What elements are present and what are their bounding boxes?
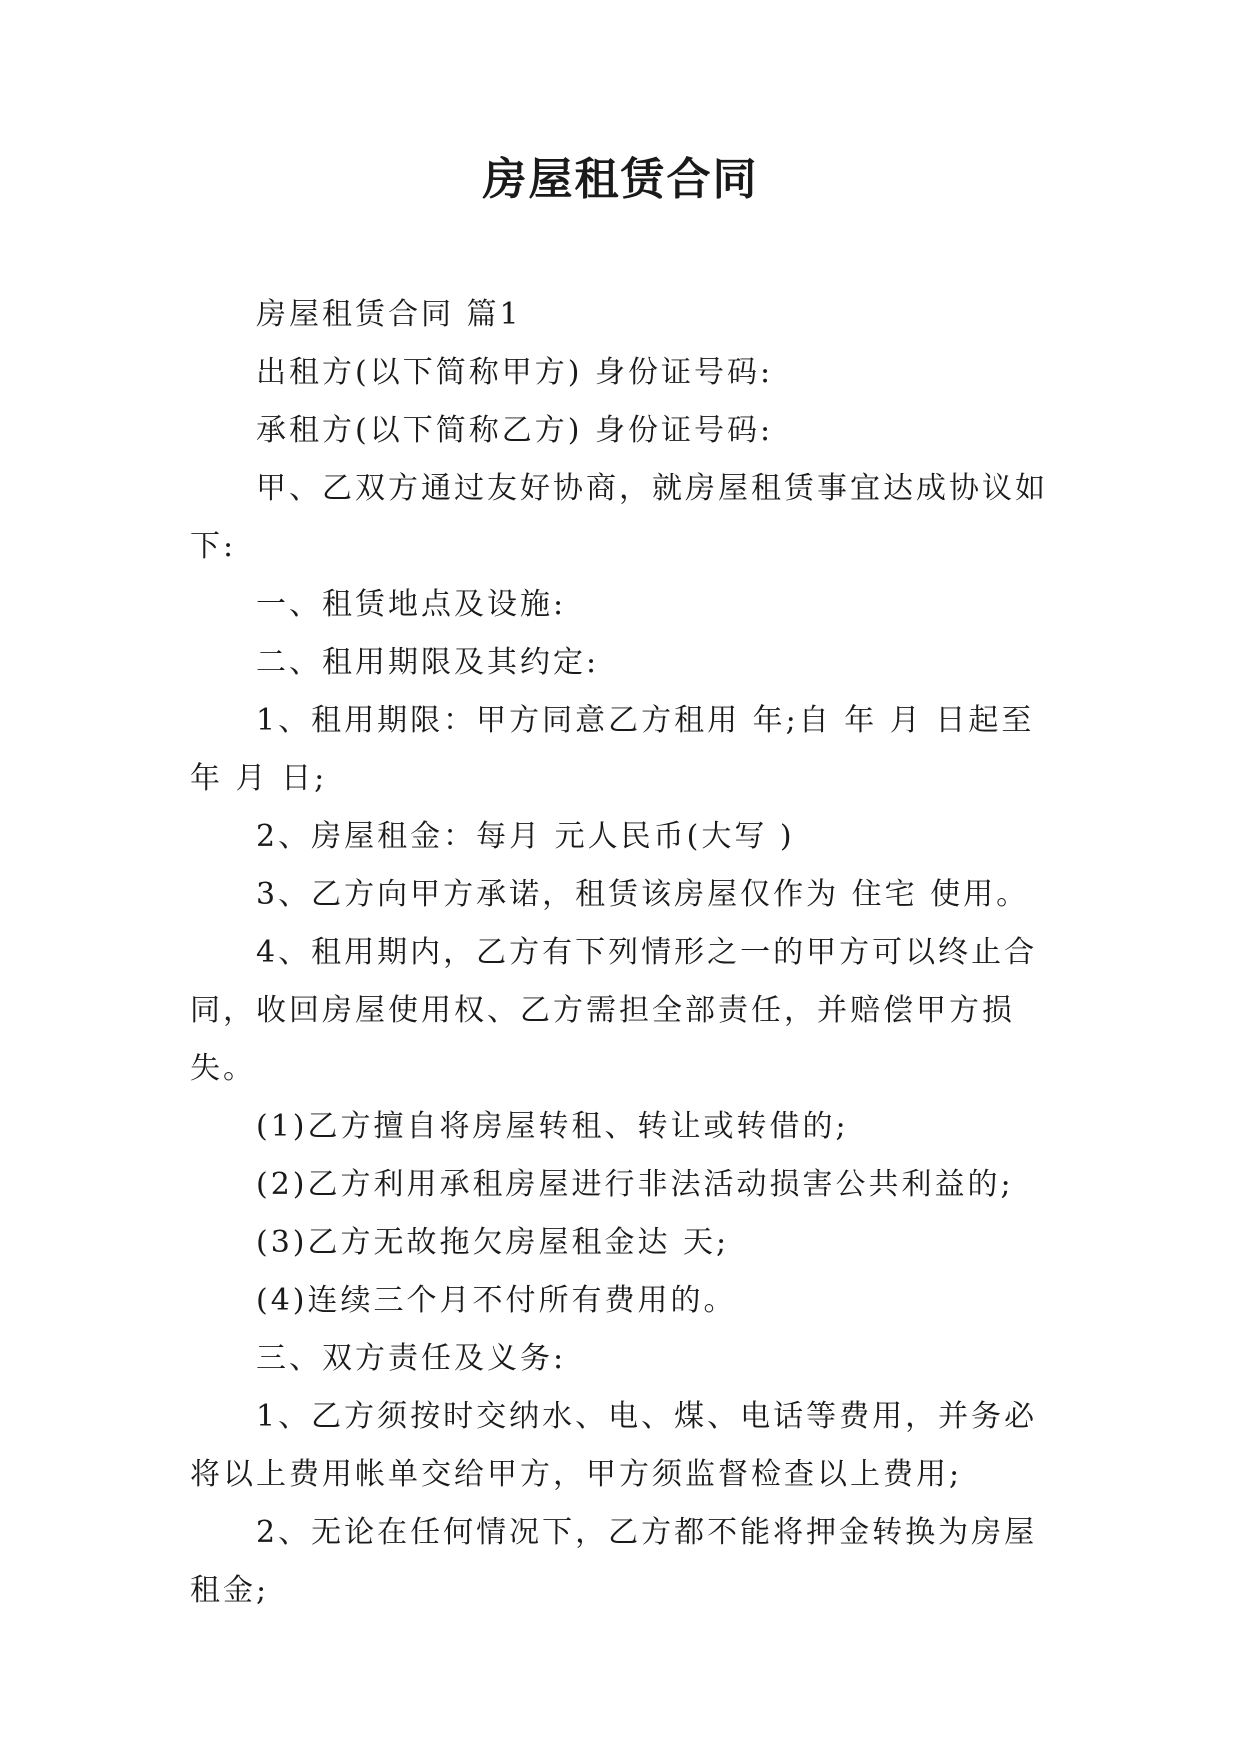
paragraph-lessor: 出租方(以下简称甲方) 身份证号码: <box>256 355 774 390</box>
paragraph-duty-1: 1、乙方须按时交纳水、电、煤、电话等费用，并务必将以上费用帐单交给甲方，甲方须监督检查以上费用; <box>190 1399 1038 1492</box>
document-body <box>190 286 1050 1620</box>
paragraph-lessee: 承租方(以下简称乙方) 身份证号码: <box>256 413 774 448</box>
paragraph-clause-3: (3)乙方无故拖欠房屋租金达 天; <box>256 1225 730 1260</box>
paragraph-heading: 房屋租赁合同 篇1 <box>256 297 522 332</box>
paragraph-clause-1: (1)乙方擅自将房屋转租、转让或转借的; <box>256 1109 849 1144</box>
paragraph-section-2: 二、租用期限及其约定: <box>256 645 600 680</box>
document-title: 房屋租赁合同 <box>482 154 759 205</box>
paragraph-lease-term: 1、租用期限：甲方同意乙方租用 年;自 年 月 日起至 年 月 日; <box>190 703 1035 796</box>
paragraph-agreement-intro: 甲、乙双方通过友好协商，就房屋租赁事宜达成协议如下: <box>190 471 1048 564</box>
paragraph-rent: 2、房屋租金：每月 元人民币(大写 ) <box>256 819 795 854</box>
paragraph-usage: 3、乙方向甲方承诺，租赁该房屋仅作为 住宅 使用。 <box>256 877 1030 912</box>
paragraph-section-3: 三、双方责任及义务: <box>256 1341 567 1376</box>
paragraph-section-1: 一、租赁地点及设施: <box>256 587 567 622</box>
paragraph-clause-2: (2)乙方利用承租房屋进行非法活动损害公共利益的; <box>256 1167 1014 1202</box>
paragraph-duty-2: 2、无论在任何情况下，乙方都不能将押金转换为房屋租金; <box>190 1515 1038 1608</box>
paragraph-termination: 4、租用期内，乙方有下列情形之一的甲方可以终止合同，收回房屋使用权、乙方需担全部责任，并赔偿甲方损失。 <box>190 935 1038 1086</box>
paragraph-clause-4: (4)连续三个月不付所有费用的。 <box>256 1283 737 1318</box>
